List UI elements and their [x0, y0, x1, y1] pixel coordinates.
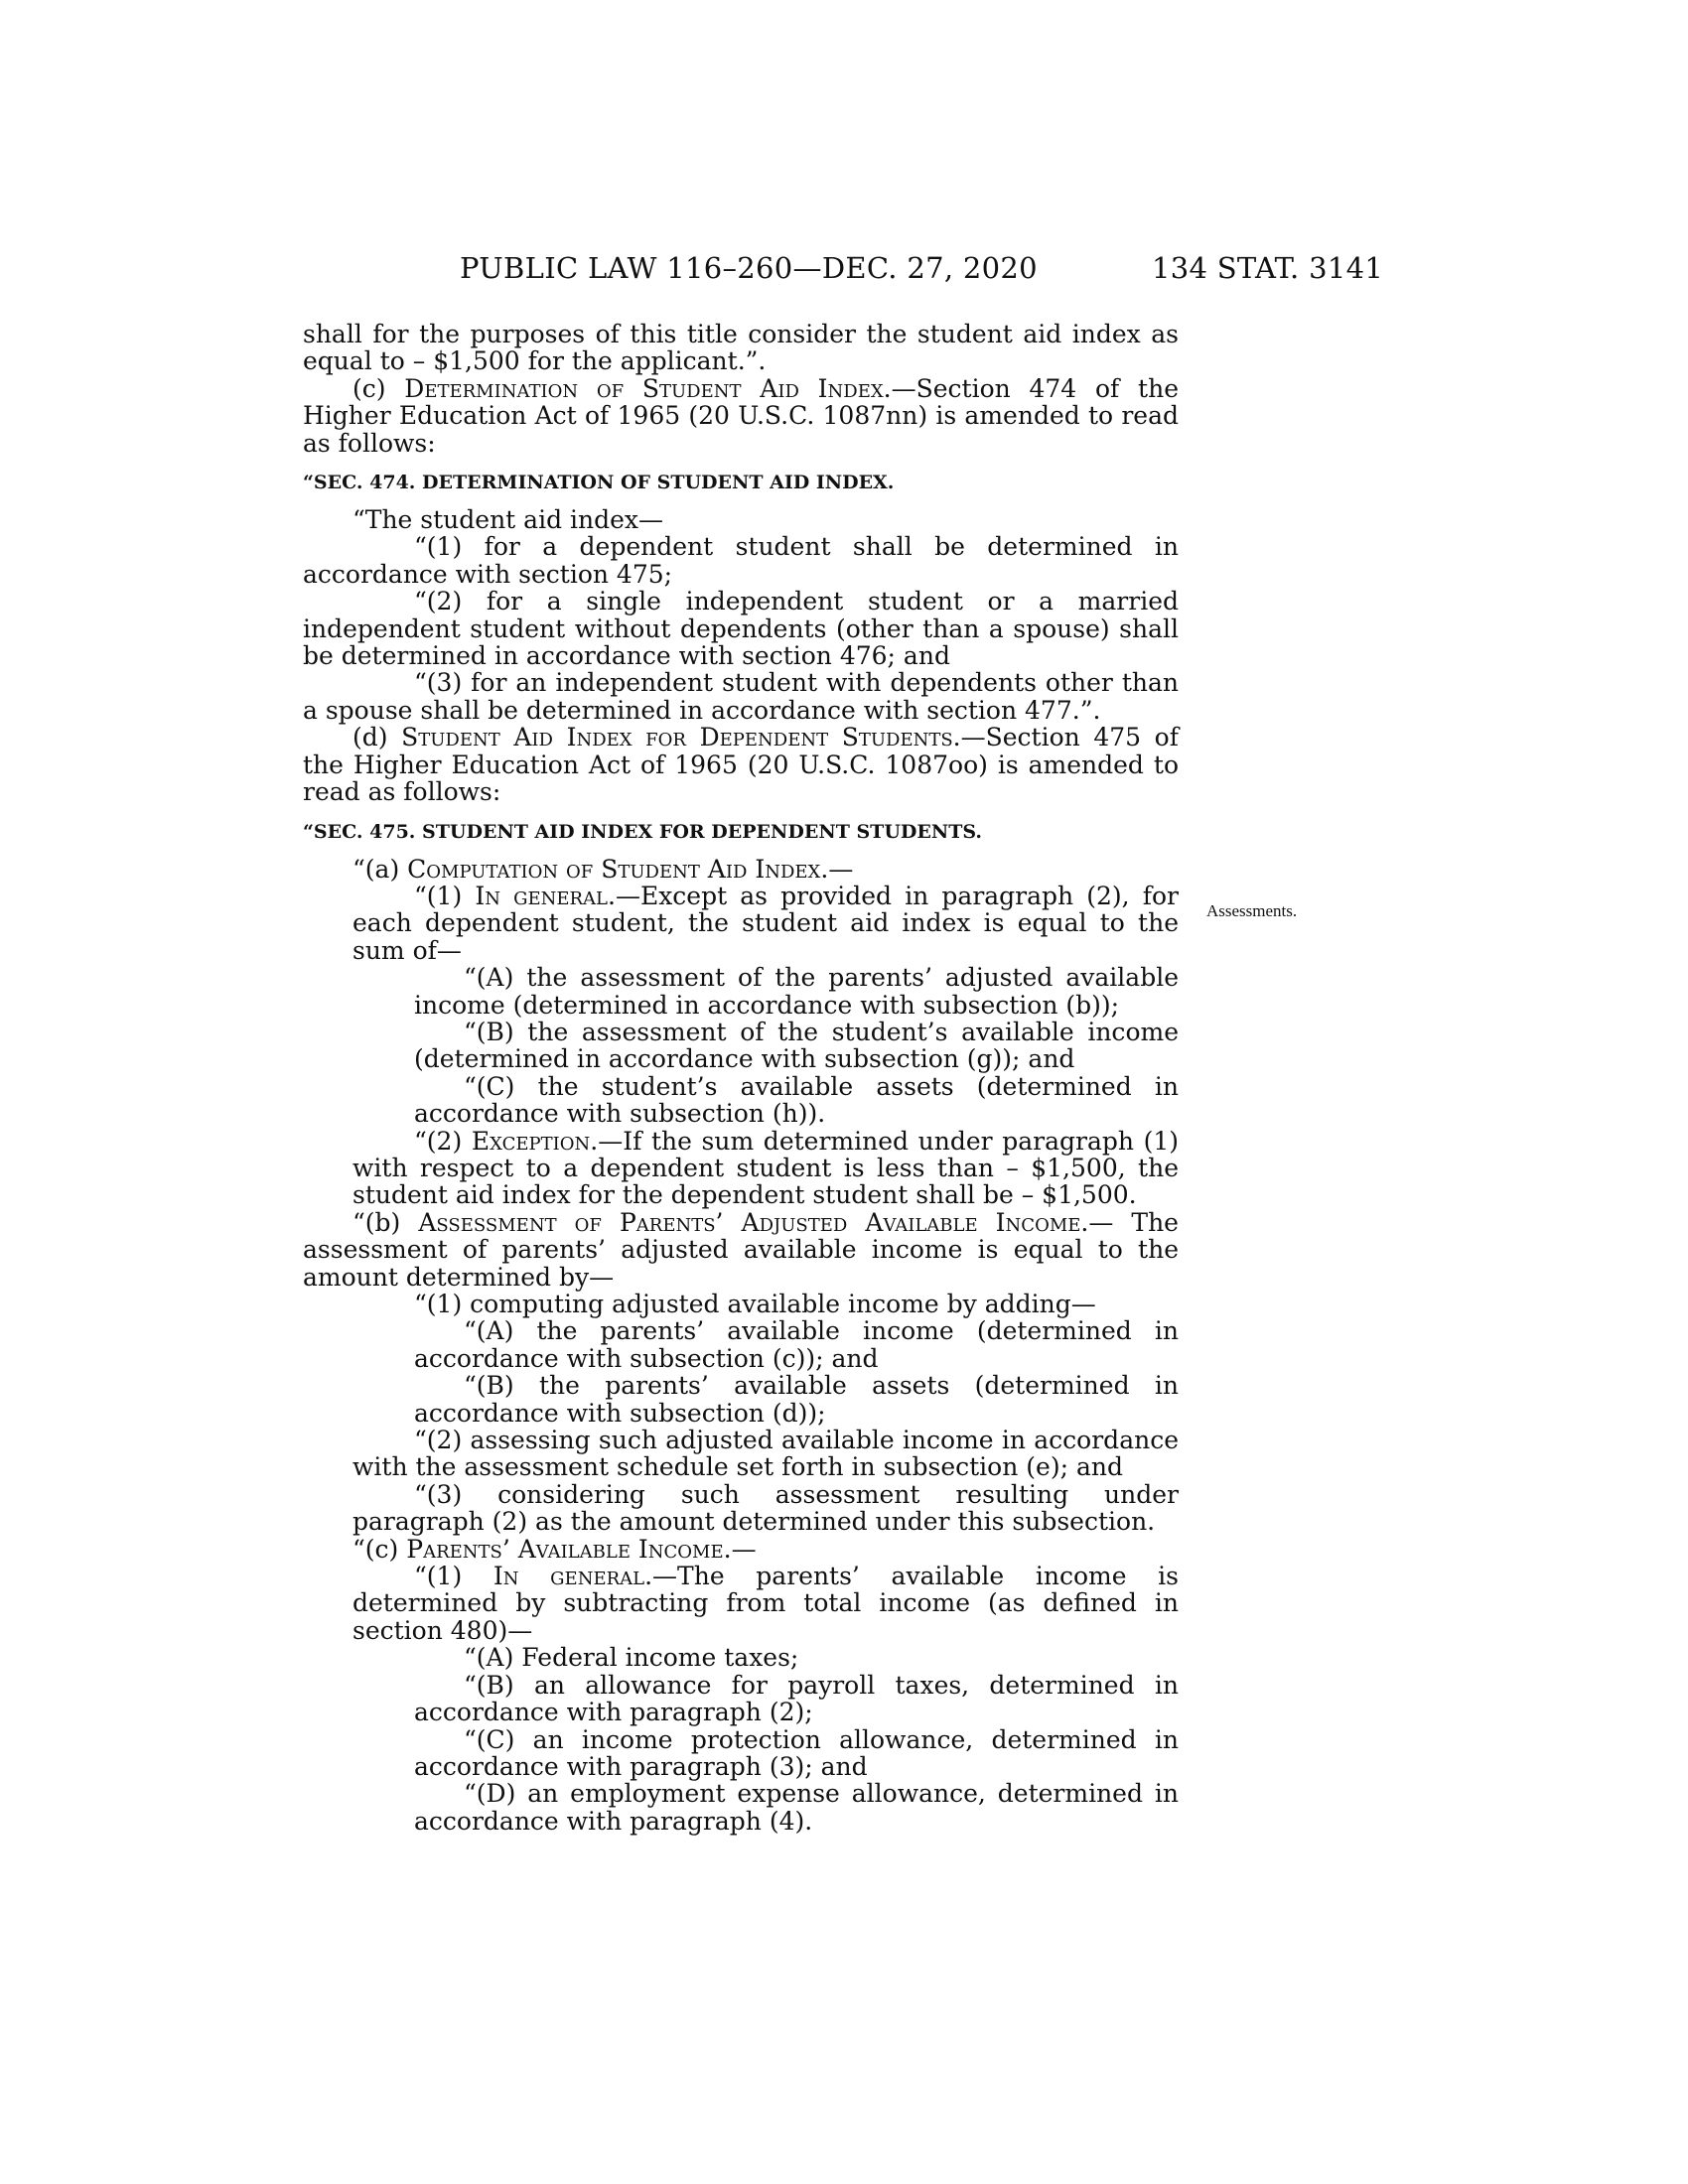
margin-note-assessments: Assessments.	[1206, 901, 1298, 920]
list-item: “(3) for an independent student with dependents other than a spouse shall be determined in accordance with section 477.”.	[303, 668, 1179, 725]
list-item: “(3) considering such assessment resulting under paragraph (2) as the amount determined under this subsection.	[352, 1479, 1179, 1537]
law-body-text	[303, 321, 1179, 1835]
subsection-b-paragraph: “(b) Assessment of Parents’ Adjusted Available Income.— The assessment of parents’ adjusted available income is equal to the amount determined by—	[303, 1207, 1179, 1292]
subsection-c-heading: “(c) Parents’ Available Income.—	[352, 1534, 757, 1564]
list-item: “(1) In general.—Except as provided in paragraph (2), for each dependent student, the student aid index is equal to the sum of—	[352, 881, 1180, 965]
list-item: “(B) an allowance for payroll taxes, determined in accordance with paragraph (2);	[414, 1670, 1179, 1727]
subsection-d-paragraph: (d) Student Aid Index for Dependent Students.—Section 475 of the Higher Education Act of 1965 (20 U.S.C. 1087oo) is amended to read as follows:	[303, 723, 1179, 807]
section-475-heading: “SEC. 475. STUDENT AID INDEX FOR DEPENDENT STUDENTS.	[303, 820, 983, 843]
list-item: “(2) assessing such adjusted available income in accordance with the assessment schedule set forth in subsection (e); and	[352, 1426, 1179, 1482]
section-474-heading: “SEC. 474. DETERMINATION OF STUDENT AID INDEX.	[303, 472, 895, 494]
subsection-heading: Student Aid Index for Dependent Students.	[401, 723, 961, 752]
text-paragraph: “The student aid index—	[352, 505, 664, 535]
text-paragraph: shall for the purposes of this title consider the student aid index as equal to – $1,500 for the applicant.”.	[303, 320, 1179, 376]
list-item: “(1) computing adjusted available income by adding—	[414, 1290, 1096, 1318]
subsection-a-heading: “(a) Computation of Student Aid Index.—	[352, 854, 854, 884]
list-item: “(A) Federal income taxes;	[464, 1643, 799, 1673]
list-item: “(B) the parents’ available assets (determined in accordance with subsection (d));	[414, 1371, 1179, 1428]
subsection-heading: Determination of Student Aid Index.	[404, 373, 892, 403]
page-header	[0, 250, 1688, 290]
list-item: “(D) an employment expense allowance, determined in accordance with paragraph (4).	[414, 1779, 1179, 1836]
stat-page-reference: 134 STAT. 3141	[1152, 251, 1384, 285]
list-item: “(C) the student’s available assets (determined in accordance with subsection (h)).	[414, 1071, 1179, 1129]
public-law-title: PUBLIC LAW 116–260—DEC. 27, 2020	[460, 251, 1038, 285]
list-item: “(2) for a single independent student or a married independent student without dependents (other than a spouse) shall be determined in accordance with section 476; and	[303, 587, 1179, 671]
subsection-c-paragraph: (c) Determination of Student Aid Index.—Section 474 of the Higher Education Act of 1965 (20 U.S.C. 1087nn) is amended to read as follows:	[303, 373, 1179, 458]
list-item: “(C) an income protection allowance, determined in accordance with paragraph (3); and	[414, 1724, 1179, 1781]
list-item: “(1) for a dependent student shall be determined in accordance with section 475;	[303, 532, 1179, 589]
list-item: “(1) In general.—The parents’ available income is determined by subtracting from total income (as defined in section 480)—	[352, 1562, 1179, 1645]
list-item: “(A) the parents’ available income (determined in accordance with subsection (c)); and	[414, 1316, 1179, 1373]
list-item: “(2) Exception.—If the sum determined under paragraph (1) with respect to a dependent student is less than – $1,500, the student aid index for the dependent student shall be – $1,500.	[352, 1126, 1180, 1210]
list-item: “(B) the assessment of the student’s available income (determined in accordance with subsection (g)); and	[414, 1017, 1179, 1074]
list-item: “(A) the assessment of the parents’ adjusted available income (determined in accordance with subsection (b));	[414, 963, 1179, 1020]
